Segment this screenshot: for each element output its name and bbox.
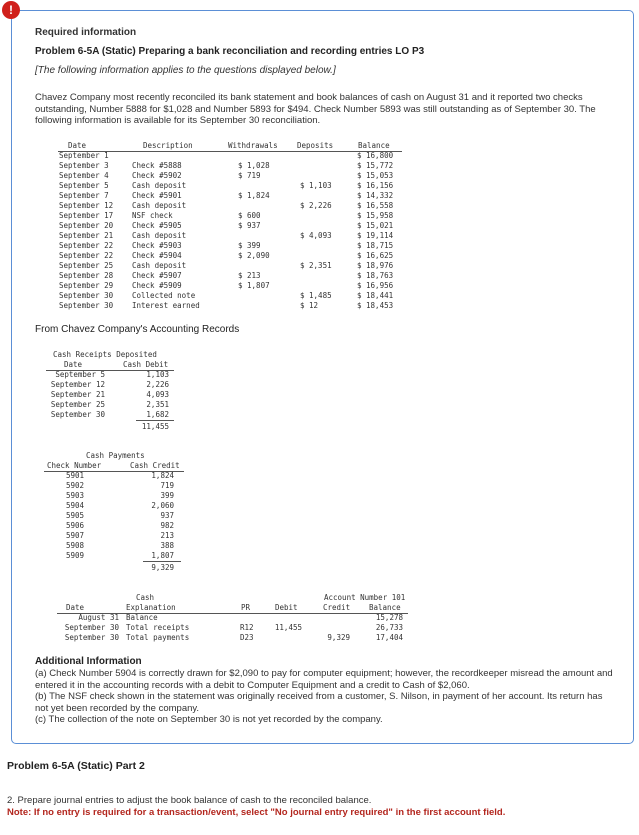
bank-row-date: September 30 xyxy=(59,301,114,310)
bank-row-description: Check #5907 xyxy=(132,271,182,280)
bank-row-description: Collected note xyxy=(132,291,196,300)
receipts-title: Cash Receipts Deposited xyxy=(53,350,157,359)
bank-row-description: Cash deposit xyxy=(132,231,187,240)
bank-row-deposit: $ 2,351 xyxy=(300,261,332,270)
bank-row-date: September 28 xyxy=(59,271,114,280)
bank-row-date: September 25 xyxy=(59,261,114,270)
receipts-row-amount: 2,226 xyxy=(146,380,169,389)
bank-row-balance: $ 16,625 xyxy=(357,251,394,260)
ledger-row-explanation: Total payments xyxy=(126,633,190,642)
receipts-row-date: September 12 xyxy=(50,380,105,389)
additional-info-a: (a) Check Number 5904 is correctly drawn for $2,090 to pay for computer equipment; however, the recordkeeper misread the amount and entered it in the accounting records with a debit to Computer Equipment and a credit to Cash of $2,060. xyxy=(35,668,613,691)
payments-row-check-number: 5904 xyxy=(66,501,85,510)
payments-col-amount: Cash Credit xyxy=(130,461,180,470)
payments-row-amount: 2,060 xyxy=(151,501,174,510)
bank-header-balance: Balance xyxy=(358,141,390,150)
ledger-row-explanation: Total receipts xyxy=(126,623,190,632)
ledger-row-balance: 15,278 xyxy=(375,613,403,622)
receipts-row-amount: 1,682 xyxy=(146,410,169,419)
bank-row-description: NSF check xyxy=(132,211,173,220)
payments-row-check-number: 5901 xyxy=(66,471,85,480)
bank-row-date: September 30 xyxy=(59,291,114,300)
bank-row-deposit: $ 2,226 xyxy=(300,201,332,210)
bank-row-date: September 29 xyxy=(59,281,114,290)
bank-row-description: Cash deposit xyxy=(132,181,187,190)
required-info-title: Required information xyxy=(35,27,137,38)
payments-col-check: Check Number xyxy=(47,461,102,470)
bank-row-date: September 3 xyxy=(59,161,109,170)
ledger-row-pr: R12 xyxy=(240,623,254,632)
bank-row-date: September 22 xyxy=(59,241,114,250)
additional-info-c: (c) The collection of the note on September 30 is not yet recorded by the company. xyxy=(35,714,383,725)
receipts-row-amount: 1,103 xyxy=(146,370,169,379)
bank-row-balance: $ 16,956 xyxy=(357,281,394,290)
ledger-account-number: Account Number 101 xyxy=(324,593,406,602)
instruction-text: [The following information applies to the questions displayed below.] xyxy=(35,65,336,76)
payments-title: Cash Payments xyxy=(86,451,145,460)
bank-row-date: September 17 xyxy=(59,211,114,220)
bank-header-rule xyxy=(58,151,402,152)
payments-row-check-number: 5902 xyxy=(66,481,85,490)
bank-row-date: September 21 xyxy=(59,231,114,240)
payments-row-check-number: 5905 xyxy=(66,511,85,520)
payments-row-amount: 982 xyxy=(160,521,174,530)
bank-row-withdrawal: $ 399 xyxy=(238,241,261,250)
payments-row-check-number: 5909 xyxy=(66,551,85,560)
payments-row-amount: 719 xyxy=(160,481,174,490)
additional-info-b: (b) The NSF check shown in the statement was originally received from a customer, S. Nilson, in payment of her account. Its return has not yet been recorded by the company. xyxy=(35,691,603,714)
part-title: Problem 6-5A (Static) Part 2 xyxy=(7,760,145,772)
ledger-title: Cash xyxy=(136,593,155,602)
bank-row-balance: $ 18,763 xyxy=(357,271,394,280)
ledger-row-explanation: Balance xyxy=(126,613,158,622)
bank-row-date: September 1 xyxy=(59,151,109,160)
bank-row-description: Check #5904 xyxy=(132,251,182,260)
ledger-row-balance: 26,733 xyxy=(375,623,403,632)
ledger-header-balance: Balance xyxy=(369,603,401,612)
bank-row-date: September 4 xyxy=(59,171,109,180)
bank-row-deposit: $ 1,103 xyxy=(300,181,332,190)
payments-total-rule xyxy=(143,561,181,562)
bank-row-date: September 22 xyxy=(59,251,114,260)
bank-row-description: Interest earned xyxy=(132,301,200,310)
bank-row-withdrawal: $ 937 xyxy=(238,221,261,230)
bank-row-withdrawal: $ 2,090 xyxy=(238,251,270,260)
receipts-col-date: Date xyxy=(64,360,83,369)
bank-row-deposit: $ 1,485 xyxy=(300,291,332,300)
ledger-row-pr: D23 xyxy=(240,633,254,642)
bank-row-withdrawal: $ 1,807 xyxy=(238,281,270,290)
ledger-header-date: Date xyxy=(66,603,85,612)
ledger-header-credit: Credit xyxy=(323,603,351,612)
ledger-header-debit: Debit xyxy=(275,603,298,612)
receipts-row-date: September 21 xyxy=(50,390,105,399)
question-text: 2. Prepare journal entries to adjust the book balance of cash to the reconciled balance. xyxy=(7,795,372,806)
payments-row-amount: 213 xyxy=(160,531,174,540)
ledger-row-date: September 30 xyxy=(64,633,119,642)
receipts-row-date: September 5 xyxy=(55,370,105,379)
bank-row-balance: $ 16,156 xyxy=(357,181,394,190)
payments-row-check-number: 5908 xyxy=(66,541,85,550)
bank-row-withdrawal: $ 1,028 xyxy=(238,161,270,170)
bank-row-deposit: $ 4,093 xyxy=(300,231,332,240)
bank-row-balance: $ 16,800 xyxy=(357,151,394,160)
bank-row-withdrawal: $ 600 xyxy=(238,211,261,220)
bank-row-date: September 5 xyxy=(59,181,109,190)
ledger-row-debit: 11,455 xyxy=(274,623,302,632)
bank-header-date: Date xyxy=(68,141,87,150)
payments-row-check-number: 5903 xyxy=(66,491,85,500)
payments-row-amount: 1,824 xyxy=(151,471,174,480)
bank-row-date: September 20 xyxy=(59,221,114,230)
bank-row-balance: $ 15,021 xyxy=(357,221,394,230)
payments-total: 9,329 xyxy=(151,563,174,572)
ledger-header-pr: PR xyxy=(241,603,251,612)
intro-paragraph: Chavez Company most recently reconciled its bank statement and book balances of cash on August 31 and it reported two checks outstanding, Number 5888 for $1,028 and Number 5893 for $494. Check Number 5893 was still outstanding as of September 30. The following information is available for its September 30 reconciliation. xyxy=(35,92,596,126)
ledger-row-credit: 9,329 xyxy=(327,633,350,642)
receipts-col-amount: Cash Debit xyxy=(123,360,169,369)
bank-row-description: Check #5909 xyxy=(132,281,182,290)
bank-row-description: Check #5903 xyxy=(132,241,182,250)
receipts-total-rule xyxy=(136,420,174,421)
bank-row-balance: $ 16,558 xyxy=(357,201,394,210)
bank-header-description: Description xyxy=(143,141,193,150)
bank-row-description: Check #5905 xyxy=(132,221,182,230)
records-heading: From Chavez Company's Accounting Records xyxy=(35,324,240,335)
bank-row-description: Check #5888 xyxy=(132,161,182,170)
bank-row-description: Check #5902 xyxy=(132,171,182,180)
bank-row-balance: $ 19,114 xyxy=(357,231,394,240)
bank-row-balance: $ 18,453 xyxy=(357,301,394,310)
bank-row-date: September 12 xyxy=(59,201,114,210)
bank-row-deposit: $ 12 xyxy=(300,301,319,310)
bank-row-balance: $ 18,715 xyxy=(357,241,394,250)
ledger-row-date: August 31 xyxy=(78,613,119,622)
payments-row-check-number: 5906 xyxy=(66,521,85,530)
bank-row-balance: $ 18,976 xyxy=(357,261,394,270)
ledger-header-explanation: Explanation xyxy=(126,603,176,612)
receipts-row-amount: 2,351 xyxy=(146,400,169,409)
bank-header-deposits: Deposits xyxy=(297,141,334,150)
bank-row-date: September 7 xyxy=(59,191,109,200)
bank-header-withdrawals: Withdrawals xyxy=(228,141,278,150)
bank-row-description: Cash deposit xyxy=(132,261,187,270)
additional-info-title: Additional Information xyxy=(35,656,142,667)
alert-icon: ! xyxy=(2,1,20,19)
bank-row-balance: $ 15,958 xyxy=(357,211,394,220)
bank-row-withdrawal: $ 213 xyxy=(238,271,261,280)
problem-title: Problem 6-5A (Static) Preparing a bank reconciliation and recording entries LO P3 xyxy=(35,46,425,57)
receipts-row-date: September 25 xyxy=(50,400,105,409)
bank-row-withdrawal: $ 1,824 xyxy=(238,191,270,200)
payments-row-amount: 399 xyxy=(160,491,174,500)
receipts-total: 11,455 xyxy=(141,422,169,431)
bank-row-description: Check #5901 xyxy=(132,191,182,200)
payments-row-amount: 388 xyxy=(160,541,174,550)
bank-row-balance: $ 15,772 xyxy=(357,161,394,170)
payments-row-amount: 1,807 xyxy=(151,551,174,560)
receipts-row-date: September 30 xyxy=(50,410,105,419)
ledger-row-date: September 30 xyxy=(64,623,119,632)
bank-row-balance: $ 18,441 xyxy=(357,291,394,300)
bank-row-description: Cash deposit xyxy=(132,201,187,210)
note-text: Note: If no entry is required for a transaction/event, select "No journal entry required" in the first account field. xyxy=(7,807,506,818)
bank-row-withdrawal: $ 719 xyxy=(238,171,261,180)
payments-row-amount: 937 xyxy=(160,511,174,520)
bank-row-balance: $ 14,332 xyxy=(357,191,394,200)
ledger-row-balance: 17,404 xyxy=(375,633,403,642)
receipts-row-amount: 4,093 xyxy=(146,390,169,399)
payments-row-check-number: 5907 xyxy=(66,531,85,540)
bank-row-balance: $ 15,053 xyxy=(357,171,394,180)
